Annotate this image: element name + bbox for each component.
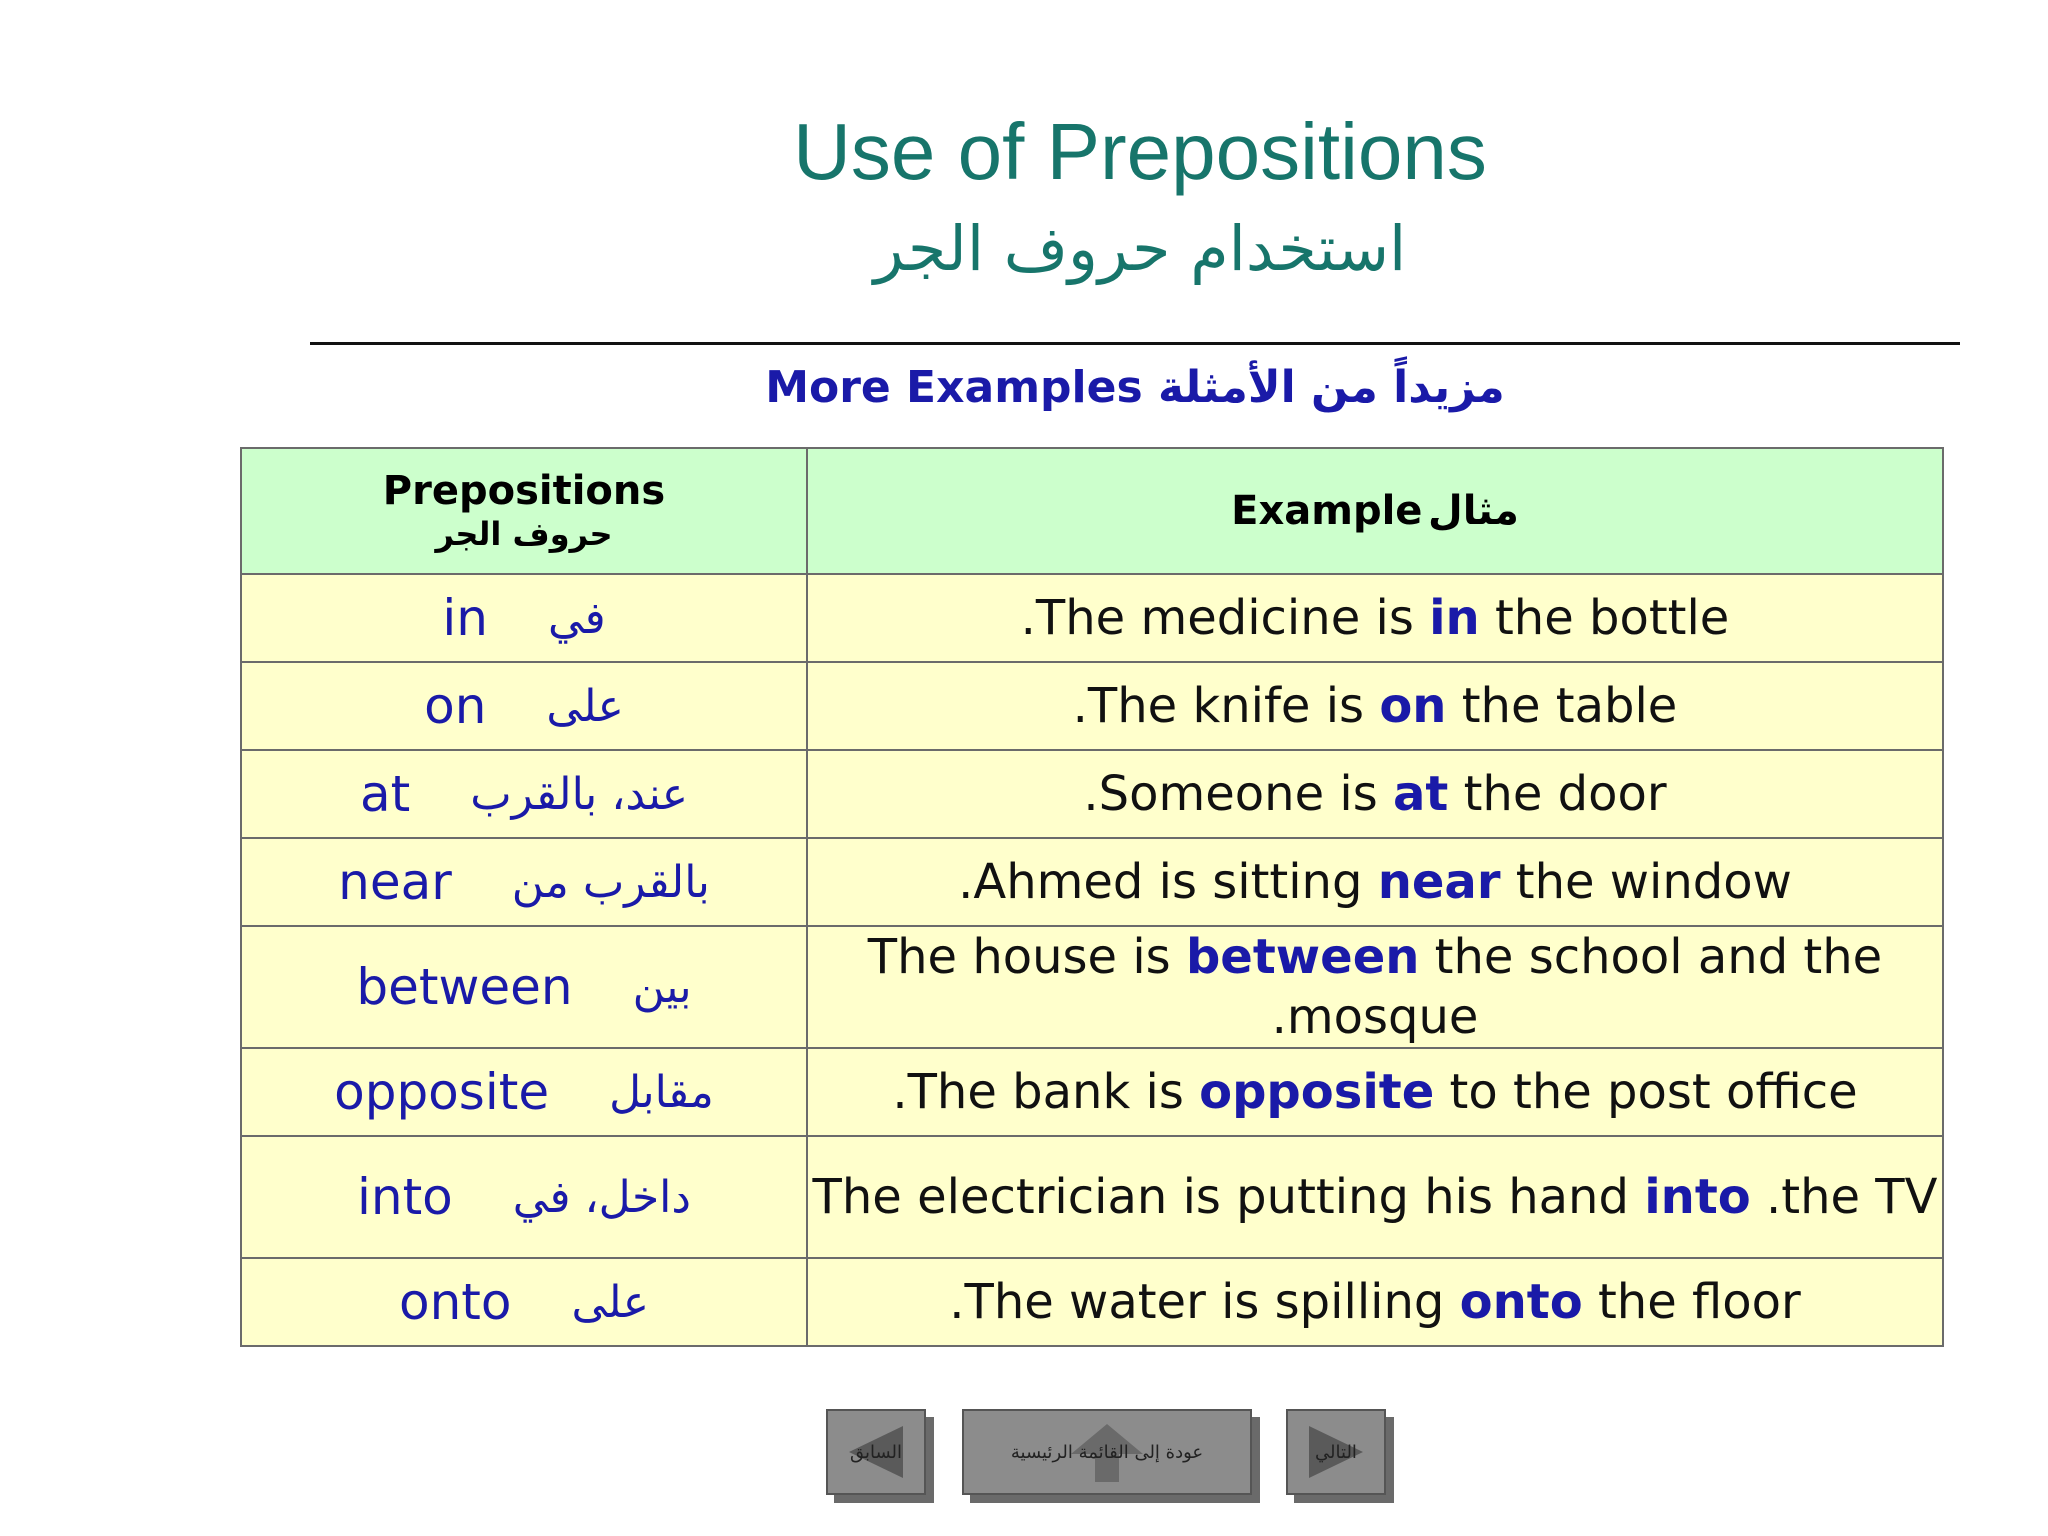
table-body xyxy=(241,574,1943,1346)
header-example-ar: مثال xyxy=(1428,488,1519,534)
example-after: the door xyxy=(1448,766,1667,822)
example-before: .Someone is xyxy=(1083,766,1393,822)
subtitle-english: More Examples xyxy=(765,362,1143,413)
table-header-row xyxy=(241,448,1943,574)
example-after: the floor xyxy=(1582,1274,1801,1330)
example-after: the school and the .mosque xyxy=(1271,929,1883,1045)
example-after: to the post office xyxy=(1434,1064,1858,1120)
prep-arabic: بالقرب من xyxy=(511,856,710,908)
example-cell xyxy=(807,838,1943,926)
example-after: the bottle xyxy=(1479,590,1730,646)
table-row xyxy=(241,750,1943,838)
prep-cell xyxy=(241,926,807,1048)
prep-arabic: عند، بالقرب xyxy=(470,768,689,820)
table-row xyxy=(241,1258,1943,1346)
title-divider xyxy=(310,342,1960,345)
prep-english: between xyxy=(356,958,573,1016)
prep-english: opposite xyxy=(334,1063,550,1121)
prep-arabic: داخل، في xyxy=(512,1171,691,1223)
title-english: Use of Prepositions xyxy=(793,107,1487,196)
example-keyword: opposite xyxy=(1199,1064,1435,1120)
table-row xyxy=(241,838,1943,926)
example-keyword: between xyxy=(1185,929,1420,985)
example-keyword: onto xyxy=(1459,1274,1583,1330)
example-cell xyxy=(807,662,1943,750)
example-after: the window xyxy=(1500,854,1792,910)
table-row xyxy=(241,574,1943,662)
prep-cell xyxy=(241,750,807,838)
example-cell xyxy=(807,926,1943,1048)
subtitle xyxy=(610,362,1660,413)
previous-button-label: السابق xyxy=(849,1441,903,1463)
prep-cell xyxy=(241,1136,807,1258)
example-keyword: in xyxy=(1429,590,1480,646)
prep-english: at xyxy=(359,765,411,823)
prep-cell xyxy=(241,662,807,750)
example-before: .The water is spilling xyxy=(949,1274,1460,1330)
prep-arabic: على xyxy=(571,1276,649,1328)
example-cell xyxy=(807,574,1943,662)
prep-arabic: مقابل xyxy=(609,1066,714,1118)
table-row xyxy=(241,1048,1943,1136)
prepositions-table xyxy=(240,447,1944,1347)
header-example-en: Example xyxy=(1231,488,1423,534)
example-after: the table xyxy=(1446,678,1678,734)
header-prepositions xyxy=(241,448,807,574)
example-before: .Ahmed is sitting xyxy=(958,854,1378,910)
subtitle-arabic: مزيداً من الأمثلة xyxy=(1157,362,1505,413)
header-prepositions-ar: حروف الجر xyxy=(435,515,613,553)
example-cell xyxy=(807,1136,1943,1258)
header-prepositions-en: Prepositions xyxy=(382,468,666,514)
table-row xyxy=(241,1136,1943,1258)
main-menu-button[interactable] xyxy=(962,1409,1252,1495)
example-before: .The medicine is xyxy=(1020,590,1430,646)
example-before: The house is xyxy=(867,929,1186,985)
next-button-label: التالي xyxy=(1315,1441,1357,1463)
prep-arabic: على xyxy=(546,680,624,732)
main-menu-button-label: عودة إلى القائمة الرئيسية xyxy=(1010,1441,1204,1463)
prep-english: in xyxy=(442,589,488,647)
prep-cell xyxy=(241,1258,807,1346)
prep-arabic: بين xyxy=(632,961,692,1013)
prep-english: into xyxy=(356,1168,453,1226)
example-before: The electrician is putting his hand xyxy=(812,1169,1645,1225)
header-example xyxy=(807,448,1943,574)
previous-button[interactable] xyxy=(826,1409,926,1495)
example-after: .the TV xyxy=(1750,1169,1938,1225)
example-before: .The knife is xyxy=(1072,678,1380,734)
example-before: .The bank is xyxy=(892,1064,1200,1120)
table-row xyxy=(241,662,1943,750)
prep-arabic: في xyxy=(547,592,606,644)
prep-cell xyxy=(241,1048,807,1136)
title-arabic: استخدام حروف الجر xyxy=(873,212,1407,285)
example-cell xyxy=(807,1258,1943,1346)
prep-english: near xyxy=(338,853,452,911)
prep-cell xyxy=(241,838,807,926)
example-keyword: at xyxy=(1392,766,1449,822)
table-row xyxy=(241,926,1943,1048)
example-keyword: near xyxy=(1377,854,1501,910)
example-keyword: on xyxy=(1379,678,1447,734)
next-button[interactable] xyxy=(1286,1409,1386,1495)
example-cell xyxy=(807,1048,1943,1136)
prep-english: on xyxy=(424,677,487,735)
example-cell xyxy=(807,750,1943,838)
prep-cell xyxy=(241,574,807,662)
prep-english: onto xyxy=(399,1273,512,1331)
example-keyword: into xyxy=(1644,1169,1751,1225)
